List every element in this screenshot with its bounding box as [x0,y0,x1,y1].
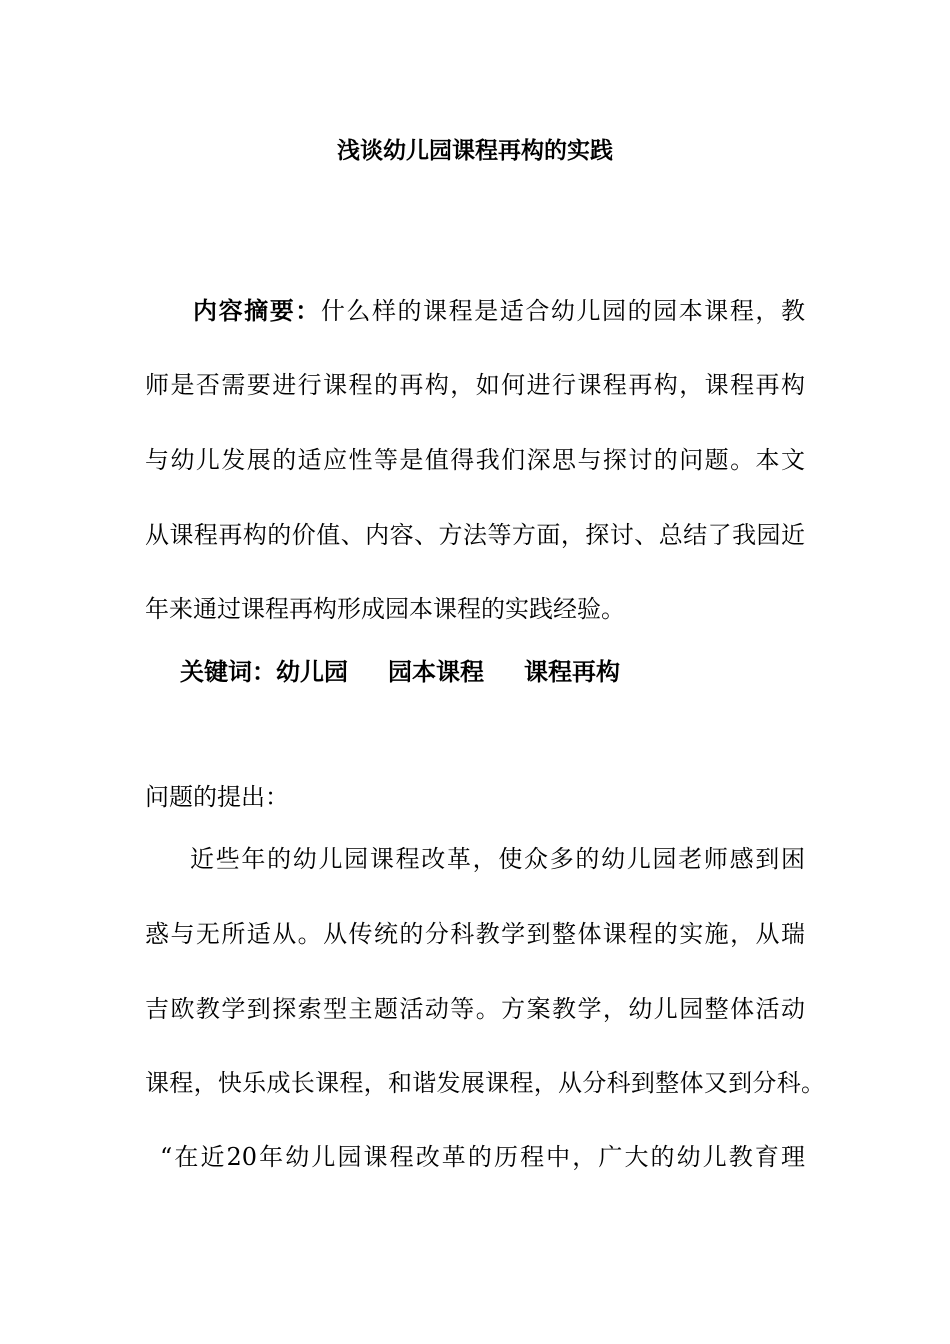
body-line-1: 近些年的幼儿园课程改革，使众多的幼儿园老师感到困 [190,845,805,873]
document-title: 浅谈幼儿园课程再构的实践 [337,138,613,164]
body-line-2: 惑与无所适从。从传统的分科教学到整体课程的实施，从瑞 [145,920,805,948]
abstract-line-4: 从课程再构的价值、内容、方法等方面，探讨、总结了我园近 [145,521,805,549]
abstract-text: 什么样的课程是适合幼儿园的园本课程，教 [320,297,806,325]
section-heading: 问题的提出： [145,783,289,811]
keyword-item: 园本课程 [388,658,484,686]
keywords [180,655,860,689]
keyword-item: 课程再构 [524,658,620,686]
abstract-label: 内容摘要： [193,297,321,325]
keywords-label: 关键词： [180,658,276,686]
abstract-line-5: 年来通过课程再构形成园本课程的实践经验。 [145,595,625,623]
body-line-5: “在近20年幼儿园课程改革的历程中，广大的幼儿教育理 [160,1143,805,1171]
body-line-4: 课程，快乐成长课程，和谐发展课程，从分科到整体又到分科。 [145,1069,825,1097]
keyword-item: 幼儿园 [276,658,348,686]
abstract-line-1 [193,294,805,328]
abstract-line-2: 师是否需要进行课程的再构，如何进行课程再构，课程再构 [145,371,805,399]
abstract-line-3: 与幼儿发展的适应性等是值得我们深思与探讨的问题。本文 [145,446,805,474]
body-line-3: 吉欧教学到探索型主题活动等。方案教学，幼儿园整体活动 [145,995,805,1023]
